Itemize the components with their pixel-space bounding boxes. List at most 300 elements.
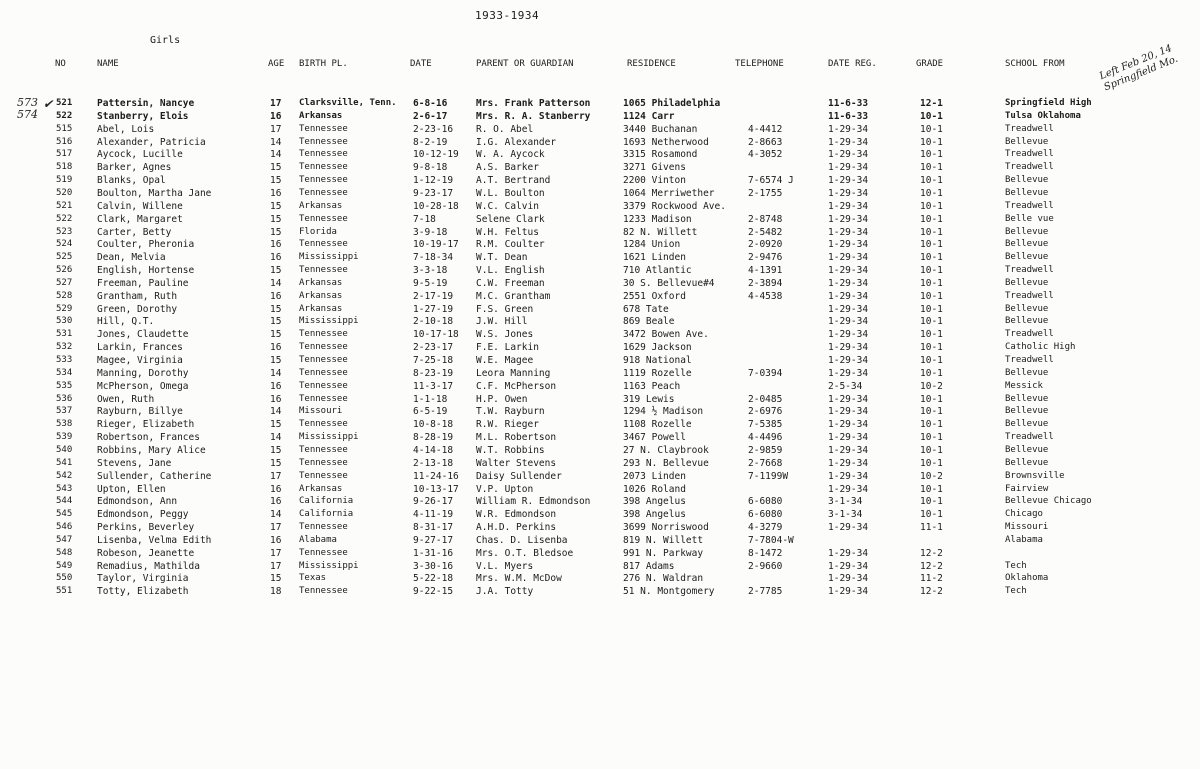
- cell-age: 16: [270, 252, 282, 264]
- cell-grade: 10-1: [920, 316, 943, 328]
- cell-grade: 10-1: [920, 123, 943, 135]
- cell-birth: Florida: [299, 226, 337, 237]
- cell-name: Robertson, Frances: [97, 432, 200, 444]
- header-date-reg: DATE REG.: [828, 59, 877, 69]
- cell-birth: Tennessee: [299, 367, 348, 378]
- cell-res: 293 N. Bellevue: [623, 457, 709, 469]
- cell-tel: 7-7804-W: [748, 534, 794, 546]
- cell-date: 6-8-16: [413, 98, 448, 109]
- table-row: [0, 136, 1200, 149]
- cell-school: Bellevue: [1005, 367, 1049, 378]
- cell-tel: 4-4538: [748, 290, 783, 302]
- cell-name: Aycock, Lucille: [97, 149, 183, 161]
- cell-tel: 7-1199W: [748, 470, 789, 482]
- cell-parent: W.R. Edmondson: [476, 509, 557, 521]
- cell-no: 522: [56, 110, 73, 121]
- cell-age: 15: [270, 226, 282, 238]
- document-subtitle: Girls: [150, 35, 181, 46]
- cell-date: 10-12-19: [413, 149, 459, 161]
- cell-age: 14: [270, 367, 282, 379]
- cell-age: 15: [270, 175, 282, 187]
- cell-age: 17: [270, 522, 282, 534]
- cell-parent: W.H. Feltus: [476, 226, 539, 238]
- cell-res: 1119 Rozelle: [623, 367, 692, 379]
- cell-res: 678 Tate: [623, 303, 669, 315]
- cell-date: 10-17-18: [413, 329, 459, 341]
- cell-grade: 11-1: [920, 522, 943, 534]
- table-row: [0, 354, 1200, 367]
- cell-age: 16: [270, 342, 282, 354]
- cell-res: 710 Atlantic: [623, 265, 692, 277]
- cell-birth: Tennessee: [299, 265, 348, 276]
- cell-school: Bellevue: [1005, 226, 1049, 237]
- cell-name: Green, Dorothy: [97, 303, 178, 315]
- cell-res: 869 Beale: [623, 316, 675, 328]
- cell-tel: 2-6976: [748, 406, 783, 418]
- cell-date: 9-26-17: [413, 496, 454, 508]
- cell-grade: 10-1: [920, 393, 943, 405]
- cell-birth: Texas: [299, 573, 327, 584]
- cell-res: 991 N. Parkway: [623, 547, 704, 559]
- cell-datereg: 1-29-34: [828, 560, 869, 572]
- cell-grade: 10-1: [920, 175, 943, 187]
- cell-no: 515: [56, 123, 73, 134]
- cell-datereg: 1-29-34: [828, 175, 869, 187]
- cell-birth: Tennessee: [299, 586, 348, 597]
- cell-res: 30 S. Bellevue#4: [623, 277, 715, 289]
- cell-no: 541: [56, 457, 73, 468]
- table-row: [0, 264, 1200, 277]
- table-row: [0, 431, 1200, 444]
- cell-name: Clark, Margaret: [97, 213, 183, 225]
- table-row: [0, 187, 1200, 200]
- cell-grade: 10-1: [920, 213, 943, 225]
- cell-parent: Walter Stevens: [476, 457, 557, 469]
- cell-res: 1026 Roland: [623, 483, 686, 495]
- cell-no: 520: [56, 187, 73, 198]
- cell-school: Treadwell: [1005, 432, 1054, 443]
- cell-tel: 4-3052: [748, 149, 783, 161]
- cell-no: 533: [56, 355, 73, 365]
- header-birth-place: BIRTH PL.: [299, 59, 348, 69]
- cell-tel: 2-9859: [748, 444, 783, 456]
- cell-date: 2-17-19: [413, 290, 454, 302]
- cell-date: 9-22-15: [413, 586, 454, 598]
- cell-res: 398 Angelus: [623, 496, 686, 508]
- cell-birth: Tennessee: [299, 380, 348, 391]
- cell-parent: F.E. Larkin: [476, 342, 539, 354]
- cell-date: 8-2-19: [413, 136, 448, 148]
- cell-no: 527: [56, 277, 73, 288]
- cell-tel: 6-6080: [748, 509, 783, 521]
- cell-res: 1064 Merriwether: [623, 187, 715, 199]
- cell-res: 1124 Carr: [623, 110, 675, 122]
- cell-datereg: 1-29-34: [828, 239, 869, 251]
- cell-no: 544: [56, 496, 73, 507]
- cell-res: 1108 Rozelle: [623, 419, 692, 431]
- cell-name: Abel, Lois: [97, 123, 155, 135]
- cell-parent: M.C. Grantham: [476, 290, 551, 302]
- cell-parent: William R. Edmondson: [476, 496, 591, 508]
- cell-res: 1284 Union: [623, 239, 681, 251]
- cell-datereg: 1-29-34: [828, 393, 869, 405]
- cell-birth: Tennessee: [299, 342, 348, 353]
- cell-grade: 10-1: [920, 239, 943, 251]
- cell-age: 17: [270, 470, 282, 482]
- table-row: [0, 457, 1200, 470]
- cell-birth: California: [299, 496, 354, 507]
- cell-date: 8-31-17: [413, 522, 454, 534]
- cell-age: 15: [270, 573, 282, 585]
- cell-parent: R.M. Coulter: [476, 239, 545, 251]
- table-row: [0, 483, 1200, 496]
- table-row: [0, 534, 1200, 547]
- cell-school: Bellevue: [1005, 303, 1049, 314]
- cell-name: Upton, Ellen: [97, 483, 166, 495]
- cell-date: 10-13-17: [413, 483, 459, 495]
- cell-school: Treadwell: [1005, 329, 1054, 340]
- cell-parent: W.T. Dean: [476, 252, 528, 264]
- table-row: [0, 380, 1200, 393]
- cell-date: 10-8-18: [413, 419, 454, 431]
- cell-grade: 10-1: [920, 457, 943, 469]
- cell-grade: 12-1: [920, 98, 943, 109]
- cell-parent: F.S. Green: [476, 303, 534, 315]
- cell-birth: Tennessee: [299, 162, 348, 173]
- cell-no: 542: [56, 470, 73, 481]
- cell-age: 16: [270, 534, 282, 546]
- cell-parent: Leora Manning: [476, 367, 551, 379]
- cell-school: Treadwell: [1005, 290, 1054, 301]
- cell-datereg: 1-29-34: [828, 187, 869, 199]
- cell-datereg: 1-29-34: [828, 457, 869, 469]
- table-row: [0, 277, 1200, 290]
- table-row: [0, 341, 1200, 354]
- cell-name: Sullender, Catherine: [97, 470, 212, 482]
- cell-res: 1065 Philadelphia: [623, 98, 721, 109]
- cell-school: Brownsville: [1005, 470, 1065, 481]
- cell-no: 547: [56, 534, 73, 545]
- cell-datereg: 1-29-34: [828, 483, 869, 495]
- cell-grade: 10-1: [920, 419, 943, 431]
- table-row: [0, 123, 1200, 136]
- cell-res: 1294 ½ Madison: [623, 406, 704, 418]
- cell-name: Barker, Agnes: [97, 162, 172, 174]
- cell-res: 2073 Linden: [623, 470, 686, 482]
- table-row: [0, 148, 1200, 161]
- cell-date: 10-19-17: [413, 239, 459, 251]
- cell-school: Catholic High: [1005, 342, 1076, 353]
- cell-datereg: 1-29-34: [828, 522, 869, 534]
- cell-date: 11-3-17: [413, 380, 454, 392]
- cell-age: 18: [270, 586, 282, 598]
- cell-no: 532: [56, 342, 73, 353]
- cell-parent: A.H.D. Perkins: [476, 522, 557, 534]
- cell-datereg: 1-29-34: [828, 277, 869, 289]
- cell-datereg: 2-5-34: [828, 380, 863, 392]
- cell-res: 1629 Jackson: [623, 342, 692, 354]
- cell-datereg: 1-29-34: [828, 226, 869, 238]
- cell-name: Freeman, Pauline: [97, 277, 189, 289]
- cell-datereg: 1-29-34: [828, 432, 869, 444]
- cell-name: Edmondson, Ann: [97, 496, 178, 508]
- cell-age: 15: [270, 162, 282, 174]
- header-date: DATE: [410, 59, 432, 69]
- cell-birth: Tennessee: [299, 444, 348, 455]
- cell-birth: Tennessee: [299, 239, 348, 250]
- table-row: [0, 303, 1200, 316]
- cell-tel: 7-5385: [748, 419, 783, 431]
- cell-name: Calvin, Willene: [97, 200, 183, 212]
- cell-birth: Tennessee: [299, 329, 348, 340]
- table-row: [0, 508, 1200, 521]
- cell-grade: 11-2: [920, 573, 943, 585]
- cell-date: 2-13-18: [413, 457, 454, 469]
- cell-birth: Arkansas: [299, 110, 343, 121]
- cell-datereg: 1-29-34: [828, 367, 869, 379]
- cell-name: Boulton, Martha Jane: [97, 187, 212, 199]
- cell-school: Treadwell: [1005, 149, 1054, 160]
- cell-grade: 10-1: [920, 355, 943, 366]
- cell-parent: W.S. Jones: [476, 329, 534, 341]
- cell-no: 522: [56, 213, 73, 224]
- cell-datereg: 1-29-34: [828, 136, 869, 148]
- cell-school: Messick: [1005, 380, 1043, 391]
- cell-date: 4-14-18: [413, 444, 454, 456]
- cell-age: 15: [270, 419, 282, 431]
- cell-grade: 10-1: [920, 444, 943, 456]
- cell-name: Robeson, Jeanette: [97, 547, 195, 559]
- cell-date: 3-9-18: [413, 226, 448, 238]
- cell-name: Dean, Melvia: [97, 252, 166, 264]
- table-row: [0, 238, 1200, 251]
- cell-school: Bellevue: [1005, 457, 1049, 468]
- cell-date: 8-23-19: [413, 367, 454, 379]
- cell-grade: 10-1: [920, 252, 943, 264]
- cell-school: Alabama: [1005, 534, 1043, 545]
- cell-parent: W.C. Calvin: [476, 200, 539, 212]
- cell-name: Perkins, Beverley: [97, 522, 195, 534]
- cell-parent: W.E. Magee: [476, 355, 534, 366]
- cell-datereg: 3-1-34: [828, 509, 863, 521]
- cell-parent: C.W. Freeman: [476, 277, 545, 289]
- cell-age: 16: [270, 483, 282, 495]
- cell-birth: Tennessee: [299, 355, 348, 365]
- table-row: [0, 97, 1200, 110]
- cell-grade: 10-1: [920, 110, 943, 122]
- cell-date: 2-23-17: [413, 342, 454, 354]
- cell-no: 549: [56, 560, 73, 571]
- cell-name: Totty, Elizabeth: [97, 586, 189, 598]
- cell-name: Carter, Betty: [97, 226, 172, 238]
- cell-no: 530: [56, 316, 73, 327]
- cell-age: 15: [270, 200, 282, 212]
- header-school-from: SCHOOL FROM: [1005, 59, 1065, 69]
- table-row: [0, 226, 1200, 239]
- cell-datereg: 1-29-34: [828, 419, 869, 431]
- cell-datereg: 11-6-33: [828, 98, 869, 109]
- cell-res: 1621 Linden: [623, 252, 686, 264]
- cell-school: Bellevue: [1005, 444, 1049, 455]
- cell-birth: Mississippi: [299, 560, 359, 571]
- cell-no: 528: [56, 290, 73, 301]
- cell-name: Jones, Claudette: [97, 329, 189, 341]
- cell-date: 2-6-17: [413, 110, 448, 122]
- cell-age: 16: [270, 187, 282, 199]
- cell-tel: 4-4496: [748, 432, 783, 444]
- cell-date: 2-23-16: [413, 123, 454, 135]
- cell-grade: 10-1: [920, 342, 943, 354]
- margin-note-573: 573: [17, 96, 38, 109]
- table-row: [0, 174, 1200, 187]
- cell-parent: T.W. Rayburn: [476, 406, 545, 418]
- cell-school: Treadwell: [1005, 162, 1054, 173]
- cell-school: Tech: [1005, 586, 1027, 597]
- table-row: [0, 367, 1200, 380]
- cell-grade: 10-1: [920, 277, 943, 289]
- cell-parent: Selene Clark: [476, 213, 545, 225]
- cell-datereg: 1-29-34: [828, 470, 869, 482]
- cell-parent: Mrs. R. A. Stanberry: [476, 110, 591, 122]
- cell-birth: Tennessee: [299, 522, 348, 533]
- table-row: [0, 572, 1200, 585]
- header-telephone: TELEPHONE: [735, 59, 784, 69]
- cell-no: 540: [56, 444, 73, 455]
- cell-grade: 10-2: [920, 470, 943, 482]
- cell-name: Robbins, Mary Alice: [97, 444, 206, 456]
- cell-age: 16: [270, 393, 282, 405]
- cell-no: 521: [56, 200, 73, 211]
- cell-tel: 2-0485: [748, 393, 783, 405]
- cell-datereg: 11-6-33: [828, 110, 869, 122]
- cell-school: Bellevue: [1005, 316, 1049, 327]
- cell-datereg: 1-29-34: [828, 586, 869, 598]
- cell-school: Treadwell: [1005, 355, 1054, 365]
- cell-date: 9-23-17: [413, 187, 454, 199]
- cell-date: 7-25-18: [413, 355, 454, 366]
- cell-name: Lisenba, Velma Edith: [97, 534, 212, 546]
- cell-datereg: 1-29-34: [828, 329, 869, 341]
- cell-tel: 4-3279: [748, 522, 783, 534]
- cell-date: 6-5-19: [413, 406, 448, 418]
- cell-no: 539: [56, 432, 73, 443]
- table-row: [0, 315, 1200, 328]
- cell-tel: 2-9660: [748, 560, 783, 572]
- cell-birth: Mississippi: [299, 316, 359, 327]
- cell-res: 27 N. Claybrook: [623, 444, 709, 456]
- cell-res: 1693 Netherwood: [623, 136, 709, 148]
- margin-note-574: 574: [17, 108, 38, 121]
- cell-tel: 2-7785: [748, 586, 783, 598]
- cell-name: Stanberry, Elois: [97, 110, 189, 122]
- cell-datereg: 1-29-34: [828, 303, 869, 315]
- cell-grade: 12-2: [920, 547, 943, 559]
- cell-datereg: 1-29-34: [828, 316, 869, 328]
- handwritten-annotation: Left Feb 20, 14 Springfield Mo.: [1098, 43, 1180, 94]
- cell-tel: 7-6574 J: [748, 175, 794, 187]
- cell-parent: Mrs. W.M. McDow: [476, 573, 562, 585]
- cell-birth: Arkansas: [299, 200, 343, 211]
- cell-parent: C.F. McPherson: [476, 380, 557, 392]
- cell-no: 551: [56, 586, 73, 597]
- cell-date: 1-12-19: [413, 175, 454, 187]
- cell-birth: Tennessee: [299, 213, 348, 224]
- cell-datereg: 1-29-34: [828, 573, 869, 585]
- cell-school: Tulsa Oklahoma: [1005, 110, 1081, 121]
- margin-arrow-mark: ✔: [43, 97, 54, 111]
- cell-grade: 12-2: [920, 560, 943, 572]
- cell-datereg: 1-29-34: [828, 123, 869, 135]
- cell-no: 518: [56, 162, 73, 173]
- cell-birth: Tennessee: [299, 547, 348, 558]
- cell-no: 531: [56, 329, 73, 340]
- cell-no: 538: [56, 419, 73, 430]
- cell-datereg: 1-29-34: [828, 342, 869, 354]
- header-age: AGE: [268, 59, 285, 69]
- cell-grade: 10-1: [920, 162, 943, 174]
- cell-tel: 2-5482: [748, 226, 783, 238]
- cell-parent: A.T. Bertrand: [476, 175, 551, 187]
- cell-no: 516: [56, 136, 73, 147]
- cell-grade: 10-1: [920, 432, 943, 444]
- cell-res: 51 N. Montgomery: [623, 586, 715, 598]
- cell-birth: Arkansas: [299, 303, 343, 314]
- cell-age: 17: [270, 547, 282, 559]
- cell-school: Bellevue: [1005, 277, 1049, 288]
- cell-name: English, Hortense: [97, 265, 195, 277]
- cell-birth: Mississippi: [299, 252, 359, 263]
- cell-res: 319 Lewis: [623, 393, 675, 405]
- cell-no: 548: [56, 547, 73, 558]
- header-name: NAME: [97, 59, 119, 69]
- cell-parent: J.W. Hill: [476, 316, 528, 328]
- cell-birth: Missouri: [299, 406, 343, 417]
- cell-age: 16: [270, 110, 282, 122]
- table-row: [0, 521, 1200, 534]
- cell-age: 16: [270, 380, 282, 392]
- cell-school: Bellevue: [1005, 187, 1049, 198]
- cell-age: 14: [270, 432, 282, 444]
- cell-grade: 10-2: [920, 380, 943, 392]
- cell-res: 918 National: [623, 355, 692, 366]
- cell-age: 15: [270, 329, 282, 341]
- cell-birth: Tennessee: [299, 457, 348, 468]
- cell-res: 276 N. Waldran: [623, 573, 704, 585]
- cell-tel: 6-6080: [748, 496, 783, 508]
- cell-grade: 10-1: [920, 329, 943, 341]
- cell-birth: Tennessee: [299, 136, 348, 147]
- cell-parent: H.P. Owen: [476, 393, 528, 405]
- cell-grade: 12-2: [920, 586, 943, 598]
- cell-grade: 10-1: [920, 226, 943, 238]
- cell-date: 1-1-18: [413, 393, 448, 405]
- cell-age: 14: [270, 509, 282, 521]
- cell-parent: W.T. Robbins: [476, 444, 545, 456]
- table-row: [0, 161, 1200, 174]
- cell-grade: 10-1: [920, 265, 943, 277]
- cell-grade: 10-1: [920, 187, 943, 199]
- cell-parent: R. O. Abel: [476, 123, 534, 135]
- cell-date: 2-10-18: [413, 316, 454, 328]
- header-parent: PARENT OR GUARDIAN: [476, 59, 574, 69]
- cell-tel: 2-3894: [748, 277, 783, 289]
- header-residence: RESIDENCE: [627, 59, 676, 69]
- cell-age: 15: [270, 457, 282, 469]
- cell-grade: 10-1: [920, 149, 943, 161]
- cell-tel: 2-8663: [748, 136, 783, 148]
- table-row: [0, 585, 1200, 598]
- cell-birth: Tennessee: [299, 175, 348, 186]
